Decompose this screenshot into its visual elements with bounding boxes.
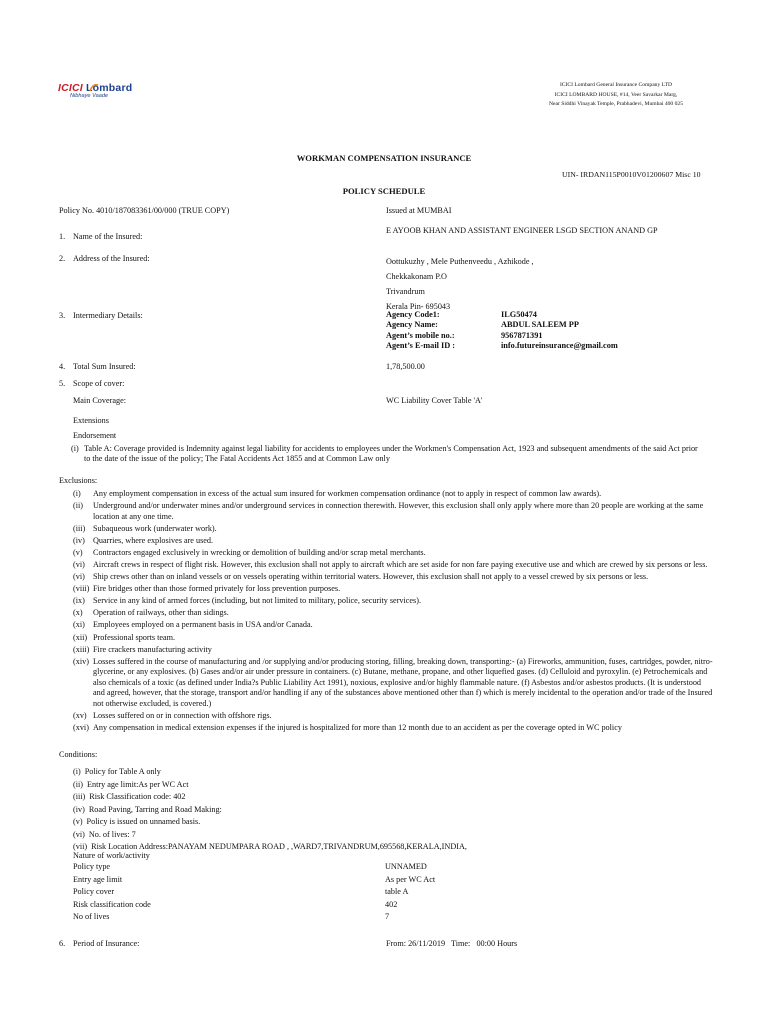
company-line: Near Siddhi Vinayak Temple, Prabhadevi, Mumbai 400 025 bbox=[548, 101, 684, 107]
list-item-number: (iv) bbox=[73, 804, 85, 814]
list-item bbox=[73, 841, 713, 854]
agency-key: Agent’s mobile no.: bbox=[386, 330, 455, 340]
agency-value: ABDUL SALEEM PP bbox=[501, 320, 579, 330]
list-item bbox=[73, 560, 713, 571]
item-number: 5. bbox=[59, 379, 66, 388]
period-of-insurance-label: Period of Insurance: bbox=[73, 939, 140, 948]
list-item bbox=[73, 657, 713, 710]
list-item-text: Road Paving, Tarring and Road Making: bbox=[88, 804, 222, 814]
sum-insured-value: 1,78,500.00 bbox=[386, 362, 425, 371]
address-line: Trivandrum bbox=[386, 287, 425, 296]
item-number: 4. bbox=[59, 362, 66, 371]
company-line: ICICI LOMBARD HOUSE, #14, Veer Savarkar Marg, bbox=[554, 91, 678, 98]
insured-name-value: E AYOOB KHAN AND ASSISTANT ENGINEER LSGD SECTION ANAND GP bbox=[386, 226, 658, 235]
list-item bbox=[73, 766, 713, 779]
table-a-number: (i) bbox=[71, 444, 79, 453]
list-item-text: Policy for Table A only bbox=[84, 767, 161, 776]
list-item bbox=[73, 501, 713, 522]
list-item-text: Any compensation in medical extension expenses if the injured is hospitalized for more than 12 month due to an accident as per the coverage opted in WC policy bbox=[93, 722, 622, 732]
list-item-number: (iii) bbox=[73, 523, 86, 533]
nature-row bbox=[73, 875, 435, 888]
list-item bbox=[73, 620, 713, 631]
agency-value: 9567871391 bbox=[501, 330, 543, 340]
policy-number: Policy No. 4010/187083361/00/000 (TRUE COPY) bbox=[59, 206, 230, 215]
list-item-number: (i) bbox=[73, 489, 81, 498]
list-item-text: Service in any kind of armed forces (including, but not limited to military, police, security services). bbox=[93, 596, 422, 606]
company-address-block bbox=[470, 81, 762, 110]
list-item bbox=[73, 584, 713, 595]
list-item bbox=[73, 711, 713, 722]
nature-key: No of lives bbox=[73, 912, 110, 922]
item-number: 6. bbox=[59, 939, 66, 948]
list-item bbox=[73, 633, 713, 644]
main-coverage-value: WC Liability Cover Table 'A' bbox=[386, 396, 483, 405]
list-item bbox=[73, 608, 713, 619]
exclusions-list bbox=[73, 489, 713, 735]
nature-key: Policy cover bbox=[73, 887, 115, 897]
list-item-text: Aircraft crews in respect of flight risk. However, this exclusion shall not apply to aircraft which are set aside for non fare paying executive use and which are crewed by six persons or less. bbox=[93, 559, 708, 569]
list-item-text: Subaqueous work (underwater work). bbox=[93, 523, 217, 533]
list-item bbox=[73, 779, 713, 792]
list-item-number: (xiv) bbox=[73, 656, 89, 666]
list-item-text: Underground and/or underwater mines and/or underground services in connection therewith. However, this exclusion shall only apply where more than 20 people are working at the same location at any one time. bbox=[93, 501, 704, 521]
list-item bbox=[73, 816, 713, 829]
item-number: 3. bbox=[59, 311, 66, 320]
list-item-number: (vi) bbox=[73, 559, 85, 569]
address-line: Kerala Pin- 695043 bbox=[386, 302, 451, 311]
agency-key: Agent’s E-mail ID : bbox=[386, 341, 456, 351]
list-item bbox=[73, 645, 713, 656]
nature-value: UNNAMED bbox=[385, 862, 427, 871]
list-item-text: Entry age limit:As per WC Act bbox=[87, 779, 189, 789]
nature-value: 7 bbox=[385, 912, 390, 922]
list-item-text: Operation of railways, other than sidings. bbox=[93, 608, 229, 618]
logo-swoosh-icon bbox=[89, 84, 99, 92]
period-of-insurance-value: From: 26/11/2019 Time: 00:00 Hours bbox=[386, 939, 518, 948]
list-item bbox=[73, 596, 713, 607]
list-item bbox=[73, 804, 713, 817]
nature-row bbox=[73, 912, 435, 925]
list-item-number: (viii) bbox=[73, 584, 90, 594]
agency-row bbox=[386, 331, 618, 341]
list-item-text: Policy is issued on unnamed basis. bbox=[86, 817, 201, 826]
nature-value: As per WC Act bbox=[385, 874, 436, 884]
exclusions-heading: Exclusions: bbox=[59, 476, 98, 485]
list-item bbox=[73, 791, 713, 804]
nature-key: Entry age limit bbox=[73, 874, 123, 884]
nature-value: table A bbox=[385, 887, 409, 897]
nature-row bbox=[73, 900, 435, 913]
issued-at: Issued at MUMBAI bbox=[386, 206, 452, 215]
table-a-text: Table A: Coverage provided is Indemnity against legal liability for accidents to employees under the Workmen's Compensation Act, 1923 and subsequent amendments of the said Act prior to the date of the issue of the policy; The Fatal Accidents Act 1855 and at Common Law only bbox=[84, 444, 698, 464]
list-item-number: (iii) bbox=[73, 792, 86, 801]
insured-address-label: Address of the Insured: bbox=[73, 254, 150, 263]
nature-row bbox=[73, 887, 435, 900]
agency-key: Agency Code1: bbox=[386, 310, 440, 319]
list-item-number: (xvi) bbox=[73, 722, 89, 732]
list-item-number: (vi) bbox=[73, 829, 85, 839]
list-item-text: Risk Location Address:PANAYAM NEDUMPARA ROAD , ,WARD7,TRIVANDRUM,695568,KERALA,INDIA, bbox=[91, 842, 467, 851]
list-item-number: (v) bbox=[73, 547, 83, 557]
agency-row bbox=[386, 341, 618, 351]
agency-row bbox=[386, 310, 618, 320]
item-number: 2. bbox=[59, 254, 66, 263]
list-item-text: Risk Classification code: 402 bbox=[89, 792, 186, 801]
item-number: 1. bbox=[59, 232, 66, 241]
list-item-text: Losses suffered in the course of manufacturing and /or supplying and/or producing storing, filling, breaking down, transporting:- (a) Fireworks, ammunition, fuses, cartridges, powder, nitro-glycerine, or any explosives. (b) Gases and/or air under pressure in containers. (c) Butane, methane, propane, and other liquefied gases. (d) Celluloid and pyroxylin. (e) Petrochemicals and also chemicals of a toxic (as defined under India?s Public Liability Act 1991), noxious, explosive and/or highly flammable nature. (f) Asbestos and/or asbestos products. (It is understood and agreed, however, that the storage, transport and/or handling if any of the substances above mentioned other than f) which is merely incidental to the operation and/or trade of the Insured not otherwise excluded, is covered.) bbox=[93, 656, 713, 708]
agency-row bbox=[386, 320, 618, 330]
list-item-text: Professional sports team. bbox=[93, 632, 176, 642]
list-item bbox=[73, 723, 713, 734]
nature-row bbox=[73, 862, 435, 875]
logo-brand: ICICI Lombard bbox=[58, 82, 133, 94]
list-item bbox=[73, 489, 713, 500]
list-item-number: (xv) bbox=[73, 710, 87, 720]
logo-tagline: Nibhaye Vaade bbox=[70, 93, 109, 99]
scope-of-cover-label: Scope of cover: bbox=[73, 379, 125, 388]
agency-value: ILG50474 bbox=[501, 310, 537, 319]
address-line: Chekkakonam P.O bbox=[386, 272, 447, 281]
icici-lombard-logo bbox=[58, 83, 158, 101]
insured-address-value bbox=[386, 254, 534, 314]
list-item-number: (xi) bbox=[73, 620, 85, 630]
list-item-text: Fire bridges other than those formed privately for loss prevention purposes. bbox=[93, 584, 341, 594]
list-item-number: (ix) bbox=[73, 596, 85, 606]
list-item-number: (x) bbox=[73, 608, 83, 618]
intermediary-label: Intermediary Details: bbox=[73, 311, 143, 320]
list-item-text: Employees employed on a permanent basis in USA and/or Canada. bbox=[93, 620, 313, 630]
list-item-text: Losses suffered on or in connection with offshore rigs. bbox=[93, 710, 272, 720]
list-item bbox=[73, 829, 713, 842]
list-item-text: Any employment compensation in excess of the actual sum insured for workmen compensation ordinance (not to apply in respect of common law awards). bbox=[93, 489, 602, 498]
nature-of-work-table bbox=[73, 862, 435, 925]
list-item-text: No. of lives: 7 bbox=[88, 829, 136, 839]
list-item-text: Contractors engaged exclusively in wrecking or demolition of building and/or scrap metal merchants. bbox=[93, 547, 426, 557]
nature-value: 402 bbox=[385, 899, 398, 909]
list-item-number: (ii) bbox=[73, 501, 84, 511]
uin-number: UIN- IRDAN115P0010V01200607 Misc 10 bbox=[562, 170, 701, 179]
nature-key: Risk classification code bbox=[73, 899, 151, 909]
list-item-number: (v) bbox=[73, 817, 83, 826]
list-item-text: Ship crews other than on inland vessels or on vessels operating within territorial waters. However, this exclusion shall not apply to a vessel crewed by six persons or less. bbox=[93, 572, 649, 582]
list-item-number: (i) bbox=[73, 767, 81, 776]
policy-schedule-heading: POLICY SCHEDULE bbox=[342, 186, 426, 196]
endorsement-label: Endorsement bbox=[73, 431, 117, 440]
address-line: Oottukuzhy , Mele Puthenveedu , Azhikode , bbox=[386, 257, 534, 266]
list-item bbox=[73, 548, 713, 559]
list-item-number: (ii) bbox=[73, 779, 84, 789]
list-item-number: (xiii) bbox=[73, 644, 90, 654]
list-item bbox=[73, 524, 713, 535]
nature-key: Policy type bbox=[73, 862, 111, 871]
list-item-text: Quarries, where explosives are used. bbox=[93, 535, 214, 545]
company-line: ICICI Lombard General Insurance Company LTD bbox=[559, 82, 673, 88]
list-item-text: Fire crackers manufacturing activity bbox=[93, 644, 212, 654]
list-item-number: (iv) bbox=[73, 535, 85, 545]
insured-name-label: Name of the Insured: bbox=[73, 232, 143, 241]
extensions-label: Extensions bbox=[73, 416, 109, 425]
main-coverage-label: Main Coverage: bbox=[73, 396, 126, 405]
agency-value: info.futureinsurance@gmail.com bbox=[501, 341, 618, 351]
conditions-list bbox=[73, 766, 713, 854]
nature-of-work-heading: Nature of work/activity bbox=[73, 851, 150, 860]
conditions-heading: Conditions: bbox=[59, 750, 98, 759]
sum-insured-label: Total Sum Insured: bbox=[73, 362, 136, 371]
document-title: WORKMAN COMPENSATION INSURANCE bbox=[296, 153, 472, 163]
list-item-number: (vi) bbox=[73, 572, 85, 582]
list-item-number: (xii) bbox=[73, 632, 88, 642]
agency-details bbox=[386, 310, 618, 351]
list-item bbox=[73, 536, 713, 547]
list-item bbox=[73, 572, 713, 583]
agency-key: Agency Name: bbox=[386, 320, 438, 330]
list-item-number: (vii) bbox=[73, 842, 88, 851]
